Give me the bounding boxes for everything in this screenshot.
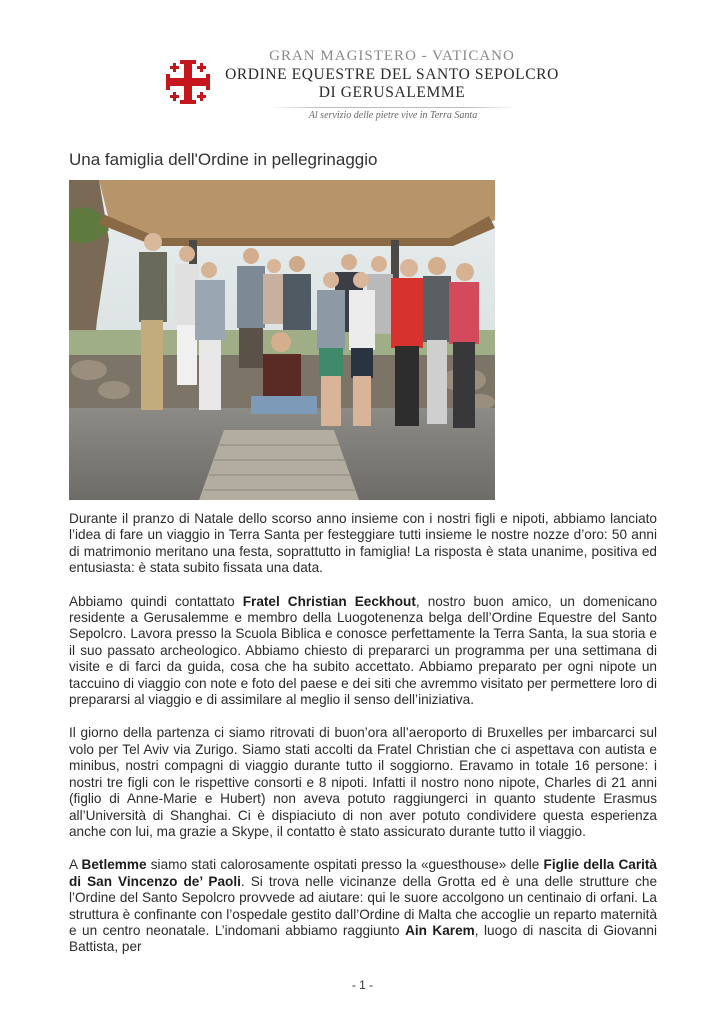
header-line-3: DI GERUSALEMME	[318, 84, 466, 101]
jerusalem-cross-icon	[162, 56, 214, 108]
org-figlie-della-carita: Figlie della Carità di San Vincenzo de’ Paoli	[69, 857, 657, 889]
article-body	[69, 511, 657, 973]
article-title: Una famiglia dell'Ordine in pellegrinaggio	[69, 150, 378, 169]
page-number: - 1 -	[351, 978, 374, 992]
paragraph-2: Abbiamo quindi contattato Fratel Christian Eeckhout, nostro buon amico, un domenicano residente a Gerusalemme e membro della Luogotenenza belga dell’Ordine Equestre del Santo Sepolcro. Lavora presso la Scuola Biblica e conosce perfettamente la Terra Santa, la sua storia e il suo passato archeologico. Abbiamo chiesto di prepararci un programma per una settimana di visite e di farci da guida, cosa che ha subito accettato. Abbiamo preparato per ogni nipote un taccuino di viaggio con note e foto del paese e dei siti che avremmo visitato per permettere loro di prepararsi al viaggio e di assimilare al meglio il senso dell’iniziativa.	[69, 593, 658, 708]
paragraph-1: Durante il pranzo di Natale dello scorso anno insieme con i nostri figli e nipoti, abbiamo lanciato l’idea di fare un viaggio in Terra Santa per festeggiare tutti insieme le nostre nozze d’oro: 50 anni di matrimonio meritano una festa, soprattutto in famiglia! La risposta è stata unanime, positiva ed entusiasta: è stata subito fissata una data.	[69, 511, 657, 576]
header-line-2: ORDINE EQUESTRE DEL SANTO SEPOLCRO	[225, 66, 559, 83]
header-motto: Al servizio delle pietre vive in Terra Santa	[308, 110, 478, 121]
letterhead	[0, 0, 725, 135]
place-betlemme: Betlemme	[81, 857, 147, 873]
header-divider	[268, 107, 518, 108]
family-group-photo	[69, 180, 495, 500]
place-ain-karem: Ain Karem	[405, 922, 475, 938]
paragraph-3: Il giorno della partenza ci siamo ritrovati di buon’ora all’aeroporto di Bruxelles per imbarcarci sul volo per Tel Aviv via Zurigo. Siamo stati accolti da Fratel Christian che ci aspettava con autista e minibus, nostri compagni di viaggio durante tutto il soggiorno. Eravamo in totale 16 persone: i nostri tre figli con le rispettive consorti e 8 nipoti. Infatti il nostro nono nipote, Charles di 21 anni (figlio di Anne-Marie e Hubert) non aveva potuto raggiungerci in quanto studente Erasmus all’Università di Shanghai. Ci è dispiaciuto di non aver potuto condividere questa esperienza anche con lui, ma grazie a Skype, il contatto è stato assicurato durante tutto il viaggio.	[69, 725, 657, 839]
name-fratel-christian: Fratel Christian Eeckhout	[242, 593, 416, 609]
header-line-1: GRAN MAGISTERO - VATICANO	[269, 48, 515, 64]
paragraph-4: A Betlemme siamo stati calorosamente ospitati presso la «guesthouse» delle Figlie della Carità di San Vincenzo de’ Paoli. Si trova nelle vicinanze della Grotta ed è una delle strutture che l’Ordine del Santo Sepolcro provvede ad aiutare: qui le suore accolgono un centinaio di orfani. La struttura è confinante con l’ospedale gestito dall’Ordine di Malta che accoglie un reparto maternità e un centro neonatale. L’indomani abbiamo raggiunto Ain Karem, luogo di nascita di Giovanni Battista, per	[69, 857, 658, 955]
